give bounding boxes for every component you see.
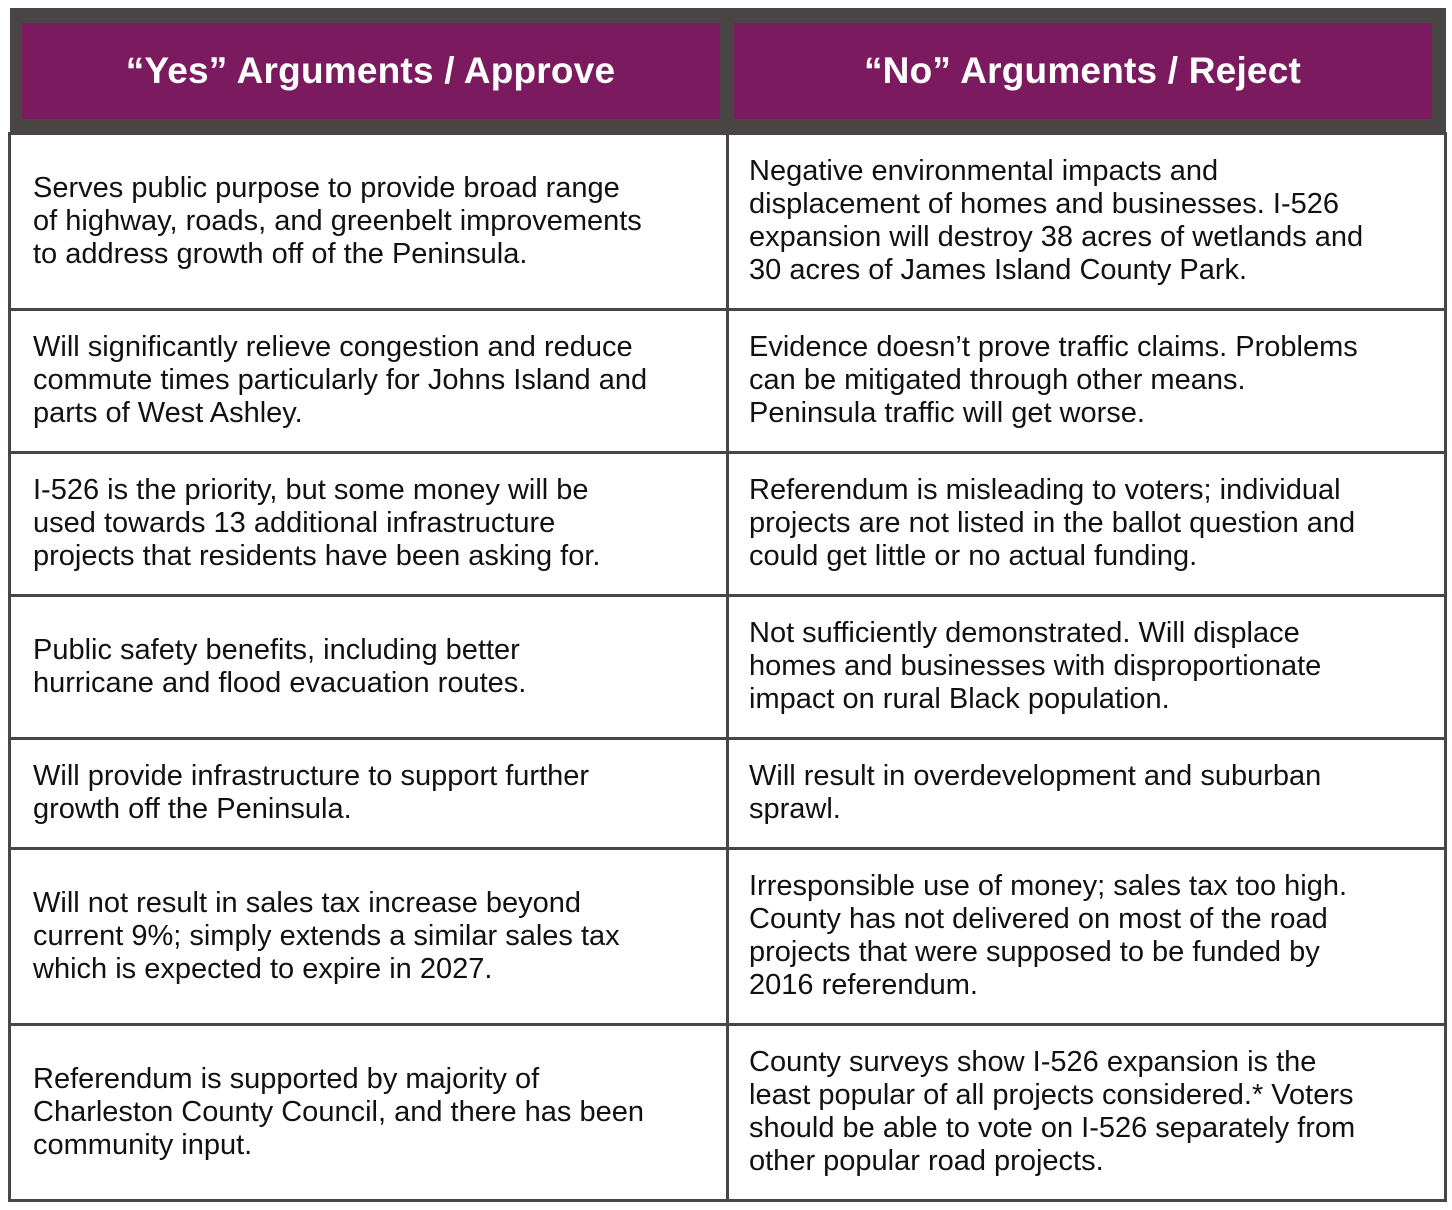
table-row [10,452,1446,595]
yes-argument-cell [10,848,728,1024]
no-header-label: “No” Arguments / Reject [734,23,1432,119]
yes-argument-text: Will provide infrastructure to support further growth off the Peninsula. [33,760,590,825]
no-argument-text: Will result in overdevelopment and suburban sprawl. [749,760,1322,825]
yes-argument-text: Public safety benefits, including better hurricane and flood evacuation routes. [33,633,527,699]
yes-argument-cell [10,595,728,738]
table-row [10,1024,1446,1200]
no-argument-text: County surveys show I-526 expansion is the least popular of all projects considered.* Voters should be able to vote on I-526 separately from other popular road projects. [749,1046,1356,1177]
no-argument-cell [728,848,1446,1024]
yes-argument-text: Serves public purpose to provide broad range of highway, roads, and greenbelt improvements to address growth off of the Peninsula. [33,171,642,270]
yes-argument-text: Will not result in sales tax increase beyond current 9%; simply extends a similar sales tax which is expected to expire in 2027. [33,886,620,985]
no-argument-cell [728,133,1446,309]
arguments-table [8,8,1447,1202]
no-column-header [728,8,1446,133]
no-argument-text: Evidence doesn’t prove traffic claims. Problems can be mitigated through other means. Peninsula traffic will get worse. [749,331,1358,429]
table-row [10,848,1446,1024]
yes-argument-cell [10,1024,728,1200]
no-argument-cell [728,738,1446,848]
no-argument-text: Referendum is misleading to voters; individual projects are not listed in the ballot question and could get little or no actual funding. [749,474,1356,572]
no-argument-cell [728,595,1446,738]
yes-argument-cell [10,309,728,452]
no-argument-text: Not sufficiently demonstrated. Will displace homes and businesses with disproportionate impact on rural Black population. [749,617,1322,715]
table-row [10,133,1446,309]
no-argument-cell [728,452,1446,595]
yes-header-label: “Yes” Arguments / Approve [22,23,720,119]
no-argument-cell [728,1024,1446,1200]
yes-argument-cell [10,738,728,848]
yes-argument-text: Will significantly relieve congestion and reduce commute times particularly for Johns Island and parts of West Ashley. [33,331,648,429]
yes-argument-text: I-526 is the priority, but some money will be used towards 13 additional infrastructure projects that residents have been asking for. [33,474,601,572]
table-row [10,595,1446,738]
no-argument-cell [728,309,1446,452]
yes-argument-text: Referendum is supported by majority of Charleston County Council, and there has been community input. [33,1062,644,1161]
table-row [10,309,1446,452]
no-argument-text: Negative environmental impacts and displacement of homes and businesses. I-526 expansion will destroy 38 acres of wetlands and 30 acres of James Island County Park. [749,155,1364,286]
yes-argument-cell [10,133,728,309]
yes-column-header [10,8,728,133]
no-argument-text: Irresponsible use of money; sales tax too high. County has not delivered on most of the road projects that were supposed to be funded by 2016 referendum. [749,870,1348,1001]
table-row [10,738,1446,848]
yes-argument-cell [10,452,728,595]
table-header-row [10,8,1446,133]
